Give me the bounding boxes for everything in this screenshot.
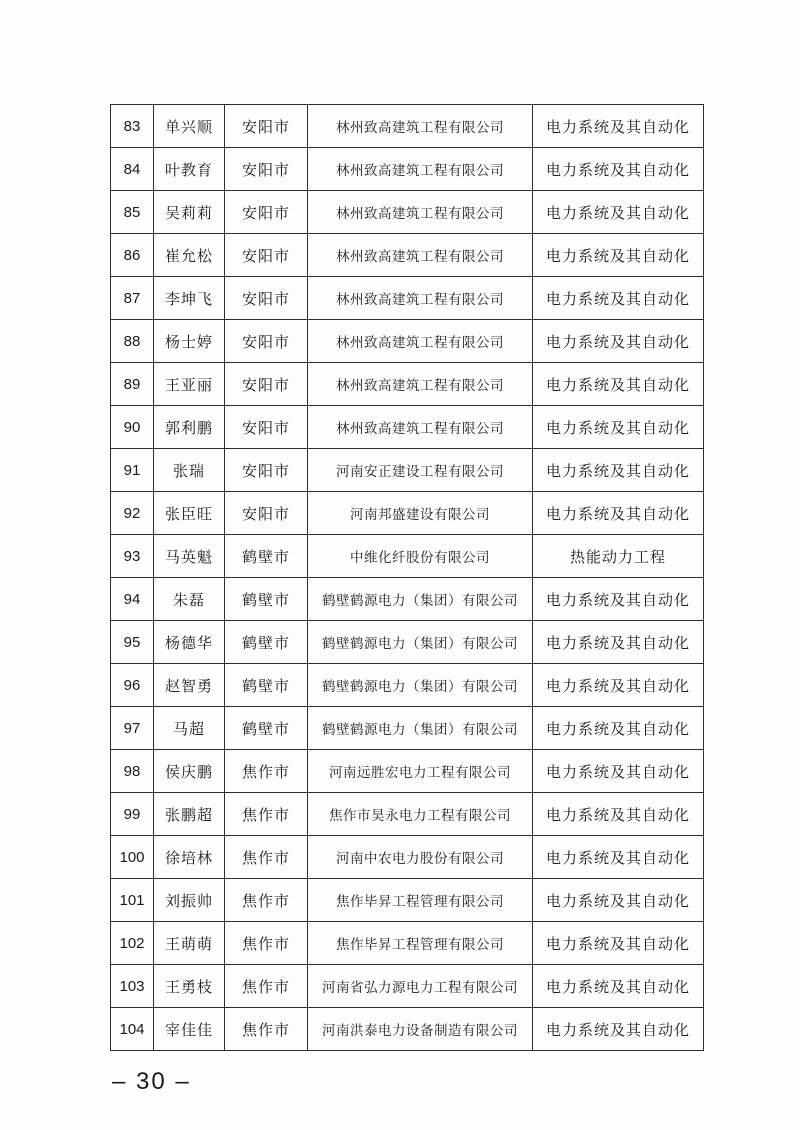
city-cell: 焦作市 [225, 793, 308, 836]
major-cell: 电力系统及其自动化 [533, 191, 704, 234]
table-row [111, 492, 704, 535]
company-cell: 河南中农电力股份有限公司 [308, 836, 533, 879]
person-name-cell: 崔允松 [154, 234, 225, 277]
table-row [111, 449, 704, 492]
table-row [111, 1008, 704, 1051]
company-cell: 林州致高建筑工程有限公司 [308, 234, 533, 277]
table-row [111, 750, 704, 793]
row-number-cell: 102 [111, 922, 154, 965]
row-number-cell: 89 [111, 363, 154, 406]
company-cell: 林州致高建筑工程有限公司 [308, 406, 533, 449]
table-row [111, 922, 704, 965]
major-cell: 热能动力工程 [533, 535, 704, 578]
major-cell: 电力系统及其自动化 [533, 707, 704, 750]
city-cell: 安阳市 [225, 406, 308, 449]
table-row [111, 793, 704, 836]
city-cell: 焦作市 [225, 879, 308, 922]
row-number-cell: 92 [111, 492, 154, 535]
major-cell: 电力系统及其自动化 [533, 234, 704, 277]
person-name-cell: 杨士婷 [154, 320, 225, 363]
table-row [111, 277, 704, 320]
major-cell: 电力系统及其自动化 [533, 965, 704, 1008]
person-name-cell: 刘振帅 [154, 879, 225, 922]
person-name-cell: 徐培林 [154, 836, 225, 879]
major-cell: 电力系统及其自动化 [533, 664, 704, 707]
page-number: – 30 – [112, 1068, 191, 1095]
city-cell: 安阳市 [225, 148, 308, 191]
city-cell: 鹤壁市 [225, 707, 308, 750]
person-name-cell: 王勇枝 [154, 965, 225, 1008]
company-cell: 林州致高建筑工程有限公司 [308, 277, 533, 320]
table-row [111, 406, 704, 449]
major-cell: 电力系统及其自动化 [533, 836, 704, 879]
company-cell: 中维化纤股份有限公司 [308, 535, 533, 578]
person-name-cell: 马超 [154, 707, 225, 750]
city-cell: 焦作市 [225, 750, 308, 793]
row-number-cell: 95 [111, 621, 154, 664]
company-cell: 河南邦盛建设有限公司 [308, 492, 533, 535]
person-name-cell: 侯庆鹏 [154, 750, 225, 793]
row-number-cell: 97 [111, 707, 154, 750]
table-row [111, 105, 704, 148]
table-row [111, 535, 704, 578]
roster-table-body [111, 105, 704, 1051]
city-cell: 安阳市 [225, 277, 308, 320]
major-cell: 电力系统及其自动化 [533, 793, 704, 836]
city-cell: 焦作市 [225, 922, 308, 965]
table-row [111, 965, 704, 1008]
row-number-cell: 98 [111, 750, 154, 793]
table-row [111, 707, 704, 750]
row-number-cell: 99 [111, 793, 154, 836]
city-cell: 焦作市 [225, 965, 308, 1008]
table-row [111, 148, 704, 191]
table-row [111, 879, 704, 922]
city-cell: 鹤壁市 [225, 621, 308, 664]
major-cell: 电力系统及其自动化 [533, 1008, 704, 1051]
table-row [111, 234, 704, 277]
major-cell: 电力系统及其自动化 [533, 105, 704, 148]
table-row [111, 578, 704, 621]
major-cell: 电力系统及其自动化 [533, 578, 704, 621]
roster-table [110, 104, 704, 1051]
city-cell: 安阳市 [225, 320, 308, 363]
row-number-cell: 91 [111, 449, 154, 492]
major-cell: 电力系统及其自动化 [533, 492, 704, 535]
company-cell: 河南洪泰电力设备制造有限公司 [308, 1008, 533, 1051]
major-cell: 电力系统及其自动化 [533, 879, 704, 922]
company-cell: 焦作市昊永电力工程有限公司 [308, 793, 533, 836]
major-cell: 电力系统及其自动化 [533, 277, 704, 320]
major-cell: 电力系统及其自动化 [533, 363, 704, 406]
city-cell: 安阳市 [225, 105, 308, 148]
major-cell: 电力系统及其自动化 [533, 621, 704, 664]
person-name-cell: 张瑞 [154, 449, 225, 492]
row-number-cell: 85 [111, 191, 154, 234]
row-number-cell: 88 [111, 320, 154, 363]
row-number-cell: 86 [111, 234, 154, 277]
table-row [111, 320, 704, 363]
row-number-cell: 87 [111, 277, 154, 320]
person-name-cell: 杨德华 [154, 621, 225, 664]
city-cell: 安阳市 [225, 191, 308, 234]
row-number-cell: 93 [111, 535, 154, 578]
company-cell: 河南省弘力源电力工程有限公司 [308, 965, 533, 1008]
company-cell: 林州致高建筑工程有限公司 [308, 191, 533, 234]
row-number-cell: 101 [111, 879, 154, 922]
major-cell: 电力系统及其自动化 [533, 148, 704, 191]
table-row [111, 664, 704, 707]
person-name-cell: 王亚丽 [154, 363, 225, 406]
person-name-cell: 朱磊 [154, 578, 225, 621]
major-cell: 电力系统及其自动化 [533, 406, 704, 449]
person-name-cell: 王萌萌 [154, 922, 225, 965]
city-cell: 鹤壁市 [225, 664, 308, 707]
row-number-cell: 96 [111, 664, 154, 707]
major-cell: 电力系统及其自动化 [533, 922, 704, 965]
city-cell: 安阳市 [225, 363, 308, 406]
row-number-cell: 100 [111, 836, 154, 879]
company-cell: 焦作毕昇工程管理有限公司 [308, 922, 533, 965]
table-row [111, 621, 704, 664]
city-cell: 鹤壁市 [225, 578, 308, 621]
company-cell: 林州致高建筑工程有限公司 [308, 363, 533, 406]
person-name-cell: 赵智勇 [154, 664, 225, 707]
row-number-cell: 94 [111, 578, 154, 621]
company-cell: 鹤壁鹤源电力（集团）有限公司 [308, 707, 533, 750]
person-name-cell: 张鹏超 [154, 793, 225, 836]
company-cell: 林州致高建筑工程有限公司 [308, 148, 533, 191]
company-cell: 鹤壁鹤源电力（集团）有限公司 [308, 621, 533, 664]
city-cell: 鹤壁市 [225, 535, 308, 578]
company-cell: 河南安正建设工程有限公司 [308, 449, 533, 492]
table-row [111, 836, 704, 879]
company-cell: 河南远胜宏电力工程有限公司 [308, 750, 533, 793]
person-name-cell: 李坤飞 [154, 277, 225, 320]
row-number-cell: 83 [111, 105, 154, 148]
person-name-cell: 吴莉莉 [154, 191, 225, 234]
city-cell: 焦作市 [225, 836, 308, 879]
row-number-cell: 90 [111, 406, 154, 449]
table-row [111, 191, 704, 234]
row-number-cell: 103 [111, 965, 154, 1008]
row-number-cell: 84 [111, 148, 154, 191]
person-name-cell: 郭利鹏 [154, 406, 225, 449]
major-cell: 电力系统及其自动化 [533, 320, 704, 363]
person-name-cell: 张臣旺 [154, 492, 225, 535]
company-cell: 焦作毕昇工程管理有限公司 [308, 879, 533, 922]
major-cell: 电力系统及其自动化 [533, 449, 704, 492]
major-cell: 电力系统及其自动化 [533, 750, 704, 793]
city-cell: 焦作市 [225, 1008, 308, 1051]
company-cell: 林州致高建筑工程有限公司 [308, 320, 533, 363]
company-cell: 鹤壁鹤源电力（集团）有限公司 [308, 578, 533, 621]
city-cell: 安阳市 [225, 234, 308, 277]
person-name-cell: 马英魁 [154, 535, 225, 578]
person-name-cell: 宰佳佳 [154, 1008, 225, 1051]
company-cell: 鹤壁鹤源电力（集团）有限公司 [308, 664, 533, 707]
person-name-cell: 单兴顺 [154, 105, 225, 148]
company-cell: 林州致高建筑工程有限公司 [308, 105, 533, 148]
table-row [111, 363, 704, 406]
city-cell: 安阳市 [225, 449, 308, 492]
person-name-cell: 叶教育 [154, 148, 225, 191]
city-cell: 安阳市 [225, 492, 308, 535]
row-number-cell: 104 [111, 1008, 154, 1051]
